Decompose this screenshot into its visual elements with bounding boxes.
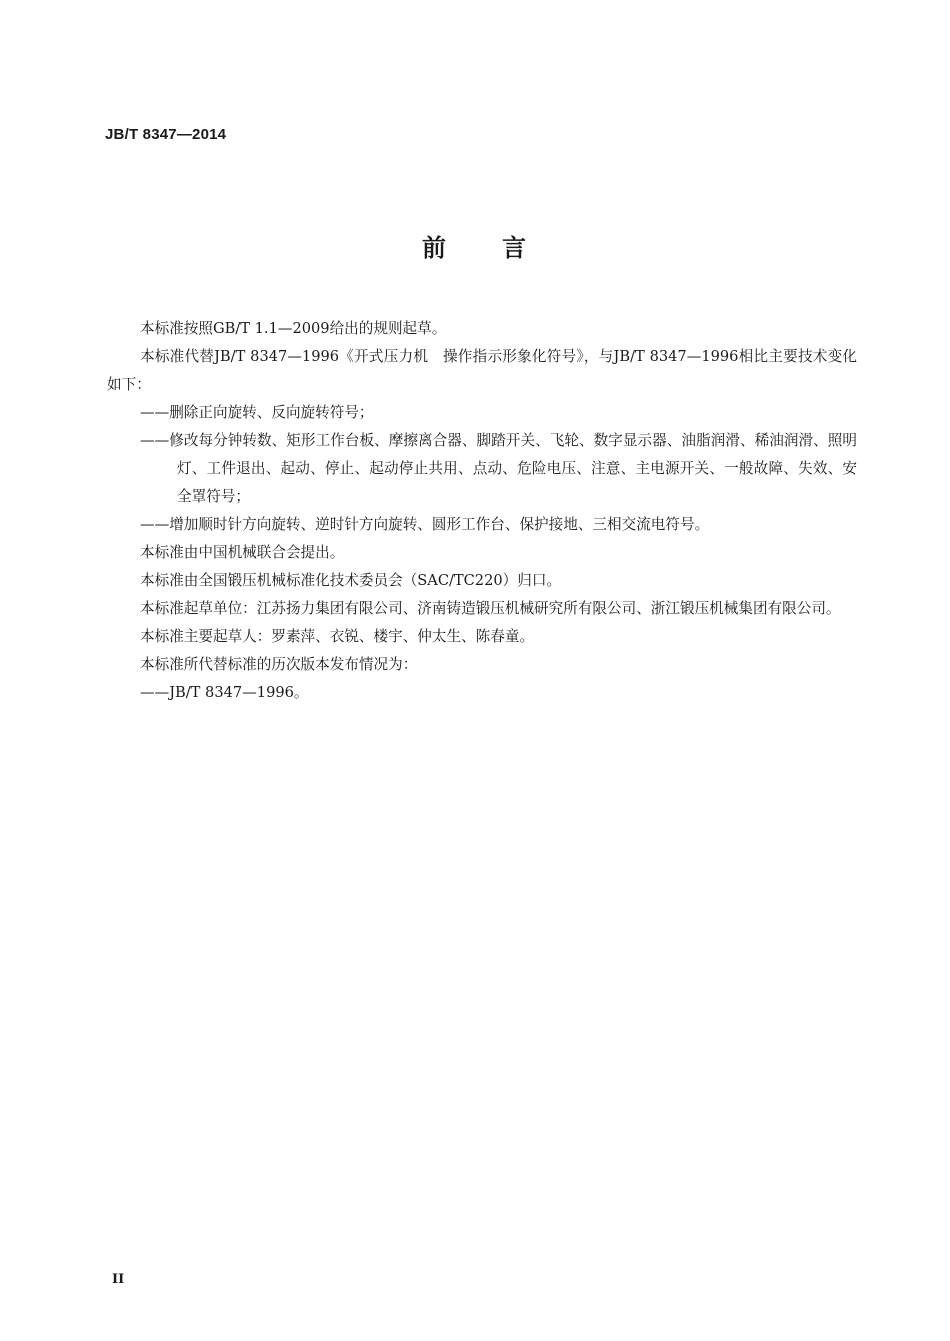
list-item: ——修改每分钟转数、矩形工作台板、摩擦离合器、脚踏开关、飞轮、数字显示器、油脂润滑、稀油润滑、照明灯、工件退出、起动、停止、起动停止共用、点动、危险电压、注意、主电源开关、一般故障、失效、安全罩符号； — [140, 432, 857, 505]
paragraph: 本标准由中国机械联合会提出。 — [140, 544, 345, 561]
paragraph: 本标准主要起草人：罗素萍、衣锐、楼宇、仲太生、陈春童。 — [140, 628, 535, 645]
paragraph: 本标准由全国锻压机械标准化技术委员会（SAC/TC220）归口。 — [140, 572, 562, 589]
document-code: JB/T 8347—2014 — [105, 126, 227, 143]
page-number: II — [112, 1272, 125, 1287]
list-item: ——删除正向旋转、反向旋转符号； — [140, 404, 374, 421]
paragraph: 本标准所代替标准的历次版本发布情况为： — [140, 656, 418, 673]
paragraph: 本标准起草单位：江苏扬力集团有限公司、济南铸造锻压机械研究所有限公司、浙江锻压机械集团有限公司。 — [140, 600, 841, 617]
paragraph: 本标准代替JB/T 8347—1996《开式压力机 操作指示形象化符号》，与JB/T 8347—1996相比主要技术变化如下： — [107, 348, 857, 393]
foreword-body — [107, 315, 857, 707]
page-title — [0, 228, 950, 263]
paragraph: 本标准按照GB/T 1.1—2009给出的规则起草。 — [140, 320, 447, 337]
list-item: ——JB/T 8347—1996。 — [140, 684, 309, 701]
list-item: ——增加顺时针方向旋转、逆时针方向旋转、圆形工作台、保护接地、三相交流电符号。 — [140, 516, 710, 533]
title-char-2: 言 — [502, 233, 528, 262]
title-char-1: 前 — [422, 233, 448, 262]
